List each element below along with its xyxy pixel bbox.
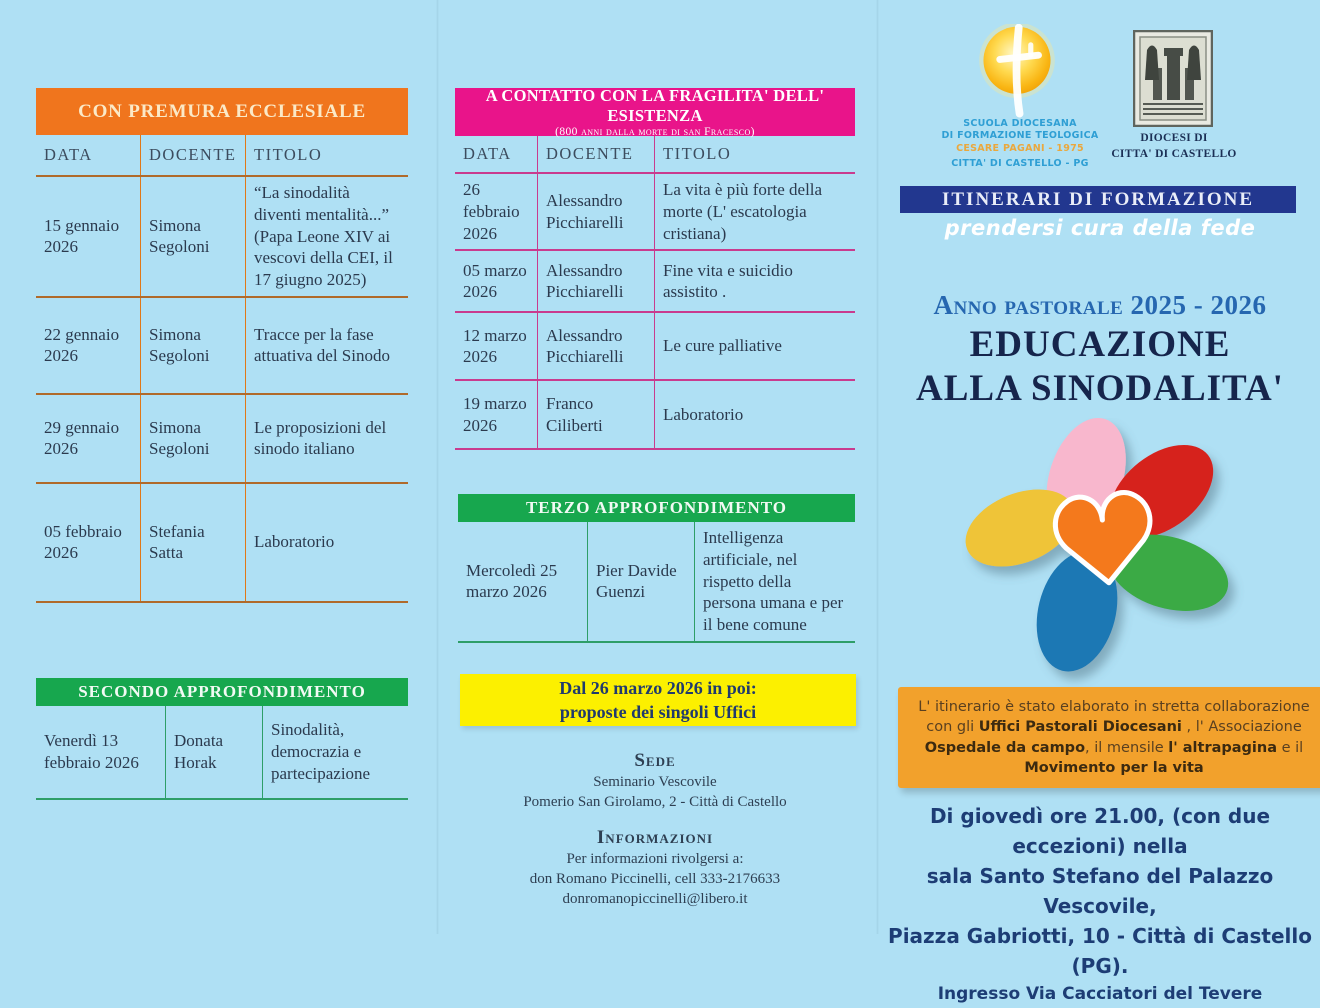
- cell-teacher: Alessandro Picchiarelli: [537, 251, 655, 311]
- cell-teacher: Simona Segoloni: [140, 177, 246, 296]
- info-email: donromanopiccinelli@libero.it: [562, 891, 748, 907]
- column-header-docente: DOCENTE: [537, 136, 655, 172]
- table-row: [455, 381, 855, 450]
- table-row: [36, 298, 408, 395]
- column-header-data: DATA: [463, 144, 512, 164]
- column-header-titolo: TITOLO: [663, 144, 732, 164]
- banner-text: ITINERARI DI FORMAZIONE: [941, 188, 1255, 210]
- diocese-engraving-icon: [1133, 30, 1213, 127]
- school-caption-line-1: SCUOLA DIOCESANA: [963, 118, 1077, 129]
- table-row: [455, 313, 855, 381]
- cell-date: 26 febbraio 2026: [463, 180, 520, 243]
- cell-teacher: Donata Horak: [165, 706, 263, 798]
- section-header-terzo: [458, 494, 855, 522]
- section-header-fragilita: [455, 88, 855, 136]
- main-title-line-2: ALLA SINODALITA': [916, 367, 1284, 409]
- cell-title: La vita è più forte della morte (L' escatologia cristiana): [663, 180, 823, 243]
- cell-title: Intelligenza artificiale, nel rispetto della persona umana e per il bene comune: [703, 528, 844, 634]
- cell-title: Le cure palliative: [663, 336, 782, 356]
- sede-line-2: Pomerio San Girolamo, 2 - Città di Castello: [523, 794, 787, 811]
- column-header-data: DATA: [44, 145, 93, 165]
- cell-title: Le proposizioni del sinodo italiano: [254, 417, 387, 459]
- section-title: TERZO APPROFONDIMENTO: [525, 498, 788, 517]
- main-title-line-1: EDUCAZIONE: [969, 324, 1231, 365]
- footer-line-2: sala Santo Stefano del Palazzo Vescovile,: [926, 864, 1274, 918]
- cell-date: Mercoledì 25 marzo 2026: [466, 560, 558, 602]
- table-row: [455, 251, 855, 313]
- cell-title: Laboratorio: [254, 532, 335, 552]
- table-fragilita-esistenza: [455, 88, 855, 450]
- table-con-premura-ecclesiale: [36, 88, 408, 603]
- sun-cross-icon: [974, 24, 1060, 119]
- table-row: [36, 706, 408, 800]
- cell-date: 29 gennaio 2026: [44, 417, 120, 459]
- footer-schedule: [886, 801, 1314, 1008]
- cell-title: Tracce per la fase attuativa del Sinodo: [254, 324, 390, 366]
- cell-teacher: Simona Segoloni: [140, 395, 246, 482]
- tagline: prendersi cura della fede: [944, 216, 1256, 240]
- section-header-secondo: [36, 678, 408, 706]
- table-row: [458, 522, 855, 643]
- column-header-docente: DOCENTE: [140, 135, 246, 175]
- table-header-row: [36, 135, 408, 177]
- diocese-logo-caption: [1110, 131, 1238, 162]
- school-logo: [974, 24, 1060, 116]
- cell-date: 15 gennaio 2026: [44, 215, 120, 257]
- table-row: [36, 484, 408, 603]
- cell-teacher: Alessandro Picchiarelli: [537, 313, 655, 379]
- fold-line: [436, 0, 439, 934]
- cell-date: 12 marzo 2026: [463, 325, 527, 367]
- collaboration-box: L' itinerario è stato elaborato in stretta collaborazione con gli Uffici Pastorali Diocesani , l' Associazione Ospedale da campo, il mensile l' altrapagina e il Movimento per la vita: [898, 687, 1320, 788]
- diocese-caption-line-1: DIOCESI DI: [1140, 132, 1208, 144]
- school-logo-caption: [930, 118, 1110, 170]
- section-title: CON PREMURA ECCLESIALE: [78, 100, 366, 122]
- cell-teacher: Franco Ciliberti: [537, 381, 655, 448]
- section-subtitle: (800 anni dalla morte di san Fracesco): [555, 125, 755, 138]
- sede-heading: Sede: [634, 750, 676, 771]
- cell-title: “La sinodalità diventi mentalità...” (Papa Leone XIV ai vescovi della CEI, il 17 giugno 2025): [254, 183, 393, 289]
- diocese-logo: [1133, 30, 1213, 127]
- cell-title: Laboratorio: [663, 404, 744, 424]
- cell-teacher: Alessandro Picchiarelli: [537, 174, 655, 249]
- flower-icon: [962, 418, 1247, 693]
- info-line-2: don Romano Piccinelli, cell 333-2176633: [529, 870, 781, 887]
- itinerari-banner: [900, 186, 1296, 213]
- school-caption-line-4: CITTA' DI CASTELLO - PG: [951, 158, 1089, 170]
- notice-line-1: Dal 26 marzo 2026 in poi:: [559, 677, 757, 698]
- info-line-1: Per informazioni rivolgersi a:: [566, 850, 744, 867]
- table-terzo-approfondimento: [458, 494, 855, 643]
- cell-date: 19 marzo 2026: [463, 394, 527, 435]
- footer-line-3: Piazza Gabriotti, 10 - Città di Castello (PG).: [888, 924, 1312, 978]
- cell-teacher: Stefania Satta: [140, 484, 246, 601]
- table-row: [36, 177, 408, 298]
- cell-date: 05 marzo 2026: [463, 260, 527, 302]
- column-header-titolo: TITOLO: [254, 145, 323, 165]
- footer-line-1: Di giovedì ore 21.00, (con due eccezioni) nella: [929, 804, 1271, 858]
- cell-teacher: Simona Segoloni: [140, 298, 246, 393]
- cell-date: 05 febbraio 2026: [44, 521, 122, 563]
- cell-date: Venerdì 13 febbraio 2026: [44, 731, 139, 772]
- sede-line-1: Seminario Vescovile: [593, 774, 717, 790]
- informazioni-heading: Informazioni: [596, 826, 714, 848]
- yellow-notice-box: [460, 674, 856, 726]
- table-row: [36, 395, 408, 484]
- footer-line-4: Ingresso Via Cacciatori del Tevere: [937, 984, 1263, 1004]
- cell-title: Fine vita e suicidio assistito .: [663, 260, 793, 302]
- table-secondo-approfondimento: [36, 678, 408, 800]
- section-header-con-premura: [36, 88, 408, 135]
- section-title: SECONDO APPROFONDIMENTO: [78, 682, 366, 701]
- sede-info-block: [455, 750, 855, 909]
- cell-teacher: Pier Davide Guenzi: [587, 522, 695, 641]
- table-row: [455, 174, 855, 251]
- school-caption-line-2: DI FORMAZIONE TEOLOGICA: [941, 130, 1099, 142]
- school-caption-line-3: CESARE PAGANI - 1975: [956, 142, 1084, 154]
- table-header-row: [455, 136, 855, 174]
- main-title: [880, 323, 1320, 410]
- anno-pastorale: Anno pastorale 2025 - 2026: [933, 290, 1267, 320]
- cell-title: Sinodalità, democrazia e partecipazione: [271, 720, 371, 783]
- diocese-caption-line-2: CITTA' DI CASTELLO: [1111, 147, 1237, 160]
- cell-date: 22 gennaio 2026: [44, 324, 120, 366]
- flower-heart-graphic: [962, 418, 1247, 693]
- fold-line: [876, 0, 879, 934]
- notice-line-2: proposte dei singoli Uffici: [559, 702, 757, 722]
- section-title: A CONTATTO CON LA FRAGILITA' DELL' ESISTENZA: [485, 86, 825, 125]
